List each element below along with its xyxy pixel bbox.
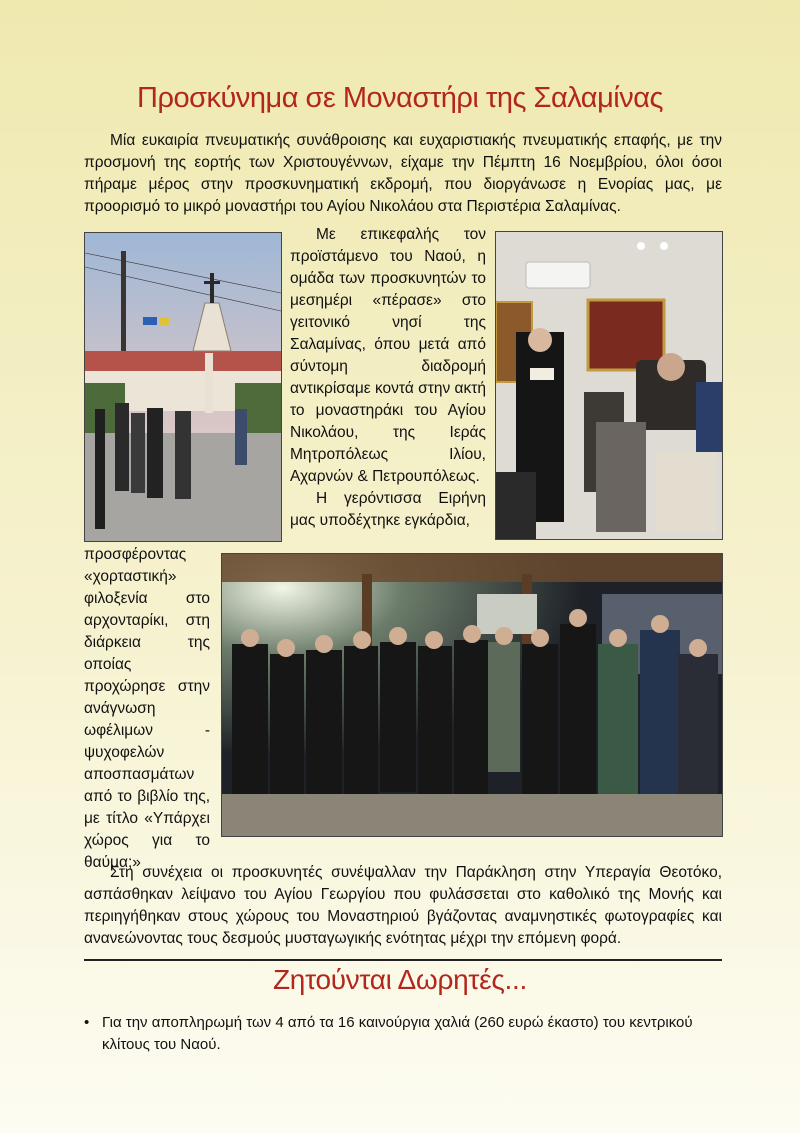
- monastery-exterior-photo: [84, 232, 282, 542]
- group-courtyard-photo: [221, 553, 723, 837]
- body-column-middle: [290, 224, 486, 532]
- paragraph-abbess-start: Η γερόντισσα Ειρήνη μας υποδέχτηκε εγκάρδια,: [290, 490, 486, 529]
- section-divider: [84, 959, 722, 961]
- paragraph-leadership: Με επικεφαλής τον προϊστάμενο του Ναού, η ομάδα των προσκυνητών το μεσημέρι «πέρασε» στο γειτονικό νησί της Σαλαμίνας, όπου μετά από σύντομη διαδρομή αντικρίσαμε κοντά στην ακτή το μοναστηράκι του Αγίου Νικολάου, της Ιεράς Μητροπόλεως Ιλίου, Αχαρνών & Πετρουπόλεως.: [290, 226, 486, 485]
- body-column-left: προσφέροντας «χορταστική» φιλοξενία στο αρχονταρίκι, στη διάρκεια της οποίας προχώρησε στην ανάγνωση ωφέλιμων - ψυχοφελών αποσπασμάτων από το βιβλίο της, με τίτλο «Υπάρχει χώρος για το θαύμα;»: [84, 546, 210, 871]
- article-title: Προσκύνημα σε Μοναστήρι της Σαλαμίνας: [137, 82, 663, 114]
- donors-heading: Ζητούνται Δωρητές...: [273, 964, 527, 995]
- donor-list-item: [84, 1012, 724, 1056]
- reading-room-photo: [495, 231, 723, 540]
- outro-paragraph: Στη συνέχεια οι προσκυνητές συνέψαλλαν την Παράκληση στην Υπεραγία Θεοτόκο, ασπάσθηκαν λείψανο του Αγίου Γεωργίου που φυλάσσεται στο καθολικό της Μονής και περιηγήθηκαν στους χώρους του Μοναστηριού βγάζοντας αναμνηστικές φωτογραφίες και ανανεώνοντας τους δεσμούς μυσταγωγικής ενότητας μέχρι την επόμενη φορά.: [84, 864, 722, 947]
- bullet-icon: •: [84, 1014, 90, 1031]
- donor-item-text: Για την αποπληρωμή των 4 από τα 16 καινούργια χαλιά (260 ευρώ έκαστο) του κεντρικού κλίτους του Ναού.: [102, 1014, 693, 1053]
- intro-paragraph: Μία ευκαιρία πνευματικής συνάθροισης και ευχαριστιακής πνευματικής επαφής, με την προσμονή της εορτής των Χριστουγέννων, είχαμε την Πέμπτη 16 Νοεμβρίου, όλοι όσοι πήραμε μέρος στην προσκυνηματική εκδρομή, που διοργάνωσε η Ενορίας μας, με προορισμό το μικρό μοναστήρι του Αγίου Νικολάου στα Περιστέρια Σαλαμίνας.: [84, 132, 722, 215]
